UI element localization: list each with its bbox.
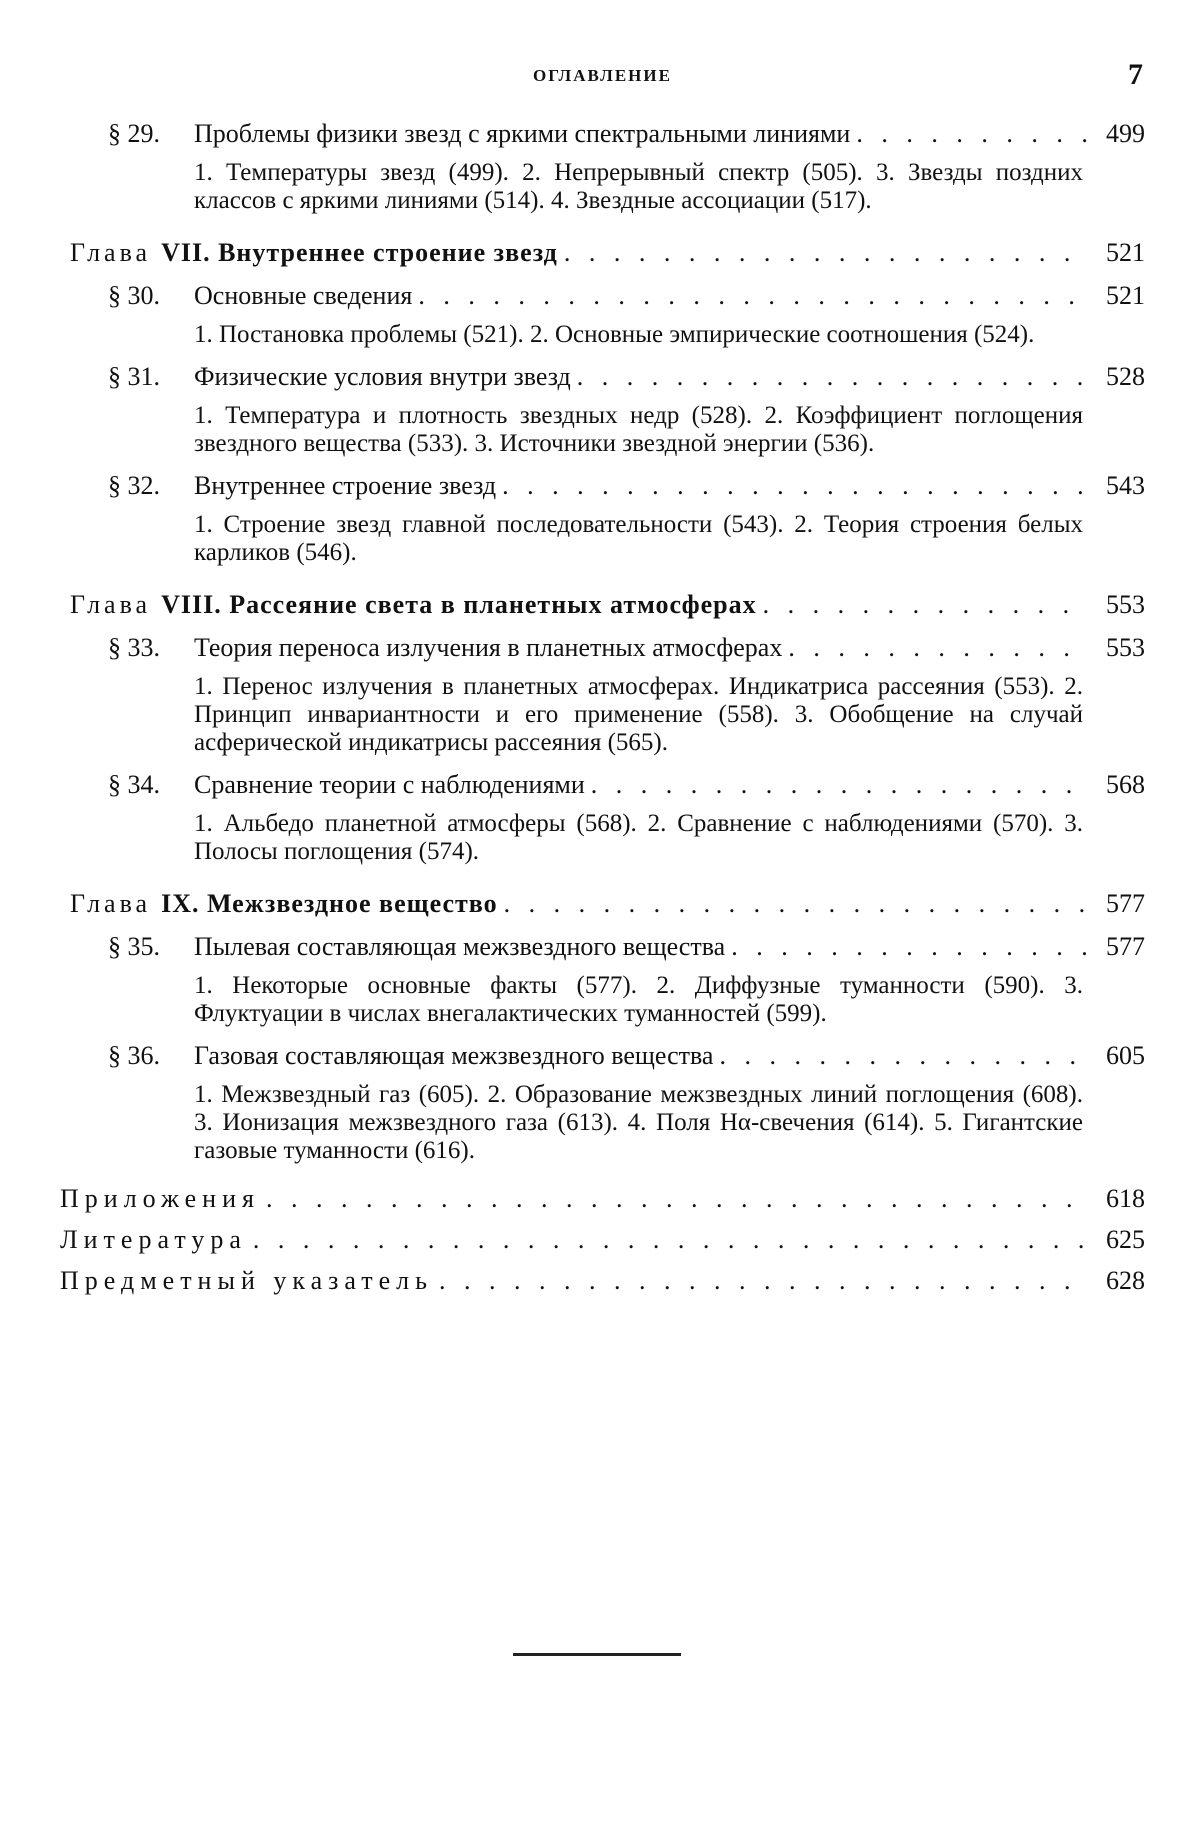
chapter-title: VII. Внутреннее строение звезд	[161, 238, 558, 267]
page-ref: 628	[1106, 1266, 1145, 1295]
page-ref: 625	[1106, 1225, 1145, 1254]
chapter-label: Глава	[70, 238, 152, 267]
dot-leader	[439, 1265, 1087, 1296]
dot-leader	[504, 888, 1087, 919]
section-label: § 33.	[108, 633, 160, 662]
dot-leader	[763, 589, 1087, 620]
end-rule	[513, 1653, 681, 1656]
section-title: Проблемы физики звезд с яркими спектральными линиями	[194, 119, 851, 148]
section-title: Газовая составляющая межзвездного вещества	[194, 1041, 714, 1070]
toc-section-34[interactable]	[60, 769, 1145, 800]
section-subtopics: 1. Перенос излучения в планетных атмосферах. Индикатриса рассеяния (553). 2. Принцип инвариантности и его применение (558). 3. Обобщение на случай асферической индикатрисы рассеяния (565).	[194, 673, 1083, 756]
section-subtopics: 1. Альбедо планетной атмосферы (568). 2. Сравнение с наблюдениями (570). 3. Полосы поглощения (574).	[194, 810, 1083, 865]
toc-subject-index[interactable]	[60, 1265, 1145, 1296]
toc-chapter-9[interactable]	[60, 888, 1145, 919]
section-title: Физические условия внутри звезд	[194, 362, 571, 391]
section-title: Внутреннее строение звезд	[194, 471, 497, 500]
dot-leader	[564, 237, 1087, 268]
section-label: § 34.	[108, 770, 160, 799]
section-subtopics: 1. Температуры звезд (499). 2. Непрерывный спектр (505). 3. Звезды поздних классов с яркими линиями (514). 4. Звездные ассоциации (517).	[194, 159, 1083, 214]
dot-leader	[577, 361, 1087, 392]
page-number: 7	[1128, 58, 1143, 91]
chapter-label: Глава	[70, 590, 152, 619]
section-subtopics: 1. Межзвездный газ (605). 2. Образование межзвездных линий поглощения (608). 3. Ионизация межзвездного газа (613). 4. Поля Нα-свечения (614). 5. Гигантские газовые туманности (616).	[194, 1081, 1083, 1164]
toc-section-29[interactable]	[60, 118, 1145, 149]
section-label: § 36.	[108, 1041, 160, 1070]
section-label: § 29.	[108, 119, 160, 148]
page-ref: 499	[1106, 119, 1145, 148]
section-label: § 31.	[108, 362, 160, 391]
page-ref: 553	[1106, 590, 1145, 619]
dot-leader	[591, 769, 1087, 800]
dot-leader	[266, 1183, 1087, 1214]
page-ref: 553	[1106, 633, 1145, 662]
dot-leader	[788, 632, 1087, 663]
appendix-title: Приложения	[60, 1184, 260, 1213]
section-title: Сравнение теории с наблюдениями	[194, 770, 585, 799]
toc-chapter-7[interactable]	[60, 237, 1145, 268]
dot-leader	[502, 470, 1087, 501]
section-title: Основные сведения	[194, 281, 413, 310]
chapter-label: Глава	[70, 889, 152, 918]
section-title: Пылевая составляющая межзвездного вещества	[194, 932, 726, 961]
chapter-title: IX. Межзвездное вещество	[161, 889, 498, 918]
section-subtopics: 1. Постановка проблемы (521). 2. Основные эмпирические соотношения (524).	[194, 321, 1035, 348]
dot-leader	[731, 931, 1087, 962]
page-ref: 543	[1106, 471, 1145, 500]
toc-section-33[interactable]	[60, 632, 1145, 663]
section-label: § 32.	[108, 471, 160, 500]
chapter-title: VIII. Рассеяние света в планетных атмосферах	[161, 590, 757, 619]
section-label: § 35.	[108, 932, 160, 961]
toc-chapter-8[interactable]	[60, 589, 1145, 620]
dot-leader	[253, 1224, 1087, 1255]
page-ref: 577	[1106, 889, 1145, 918]
page-ref: 568	[1106, 770, 1145, 799]
page-ref: 521	[1106, 238, 1145, 267]
toc-appendices[interactable]	[60, 1183, 1145, 1214]
section-title: Теория переноса излучения в планетных атмосферах	[194, 633, 783, 662]
page-header	[60, 58, 1145, 118]
page-ref: 577	[1106, 932, 1145, 961]
section-subtopics: 1. Температура и плотность звездных недр (528). 2. Коэффициент поглощения звездного вещества (533). 3. Источники звездной энергии (536).	[194, 402, 1083, 457]
page-ref: 605	[1106, 1041, 1145, 1070]
dot-leader	[719, 1040, 1087, 1071]
page-ref: 618	[1106, 1184, 1145, 1213]
appendix-title: Предметный указатель	[60, 1266, 434, 1295]
page-ref: 521	[1106, 281, 1145, 310]
toc-section-36[interactable]	[60, 1040, 1145, 1071]
toc-page	[60, 58, 1145, 1296]
toc-section-31[interactable]	[60, 361, 1145, 392]
appendix-title: Литература	[60, 1225, 247, 1254]
dot-leader	[418, 280, 1087, 311]
section-subtopics: 1. Строение звезд главной последовательности (543). 2. Теория строения белых карликов (546).	[194, 511, 1083, 566]
toc-section-35[interactable]	[60, 931, 1145, 962]
dot-leader	[856, 118, 1087, 149]
toc-section-30[interactable]	[60, 280, 1145, 311]
toc-literature[interactable]	[60, 1224, 1145, 1255]
section-label: § 30.	[108, 281, 160, 310]
section-subtopics: 1. Некоторые основные факты (577). 2. Диффузные туманности (590). 3. Флуктуации в числах внегалактических туманностей (599).	[194, 972, 1083, 1027]
page-ref: 528	[1106, 362, 1145, 391]
toc-section-32[interactable]	[60, 470, 1145, 501]
running-title: ОГЛАВЛЕНИЕ	[533, 66, 672, 85]
